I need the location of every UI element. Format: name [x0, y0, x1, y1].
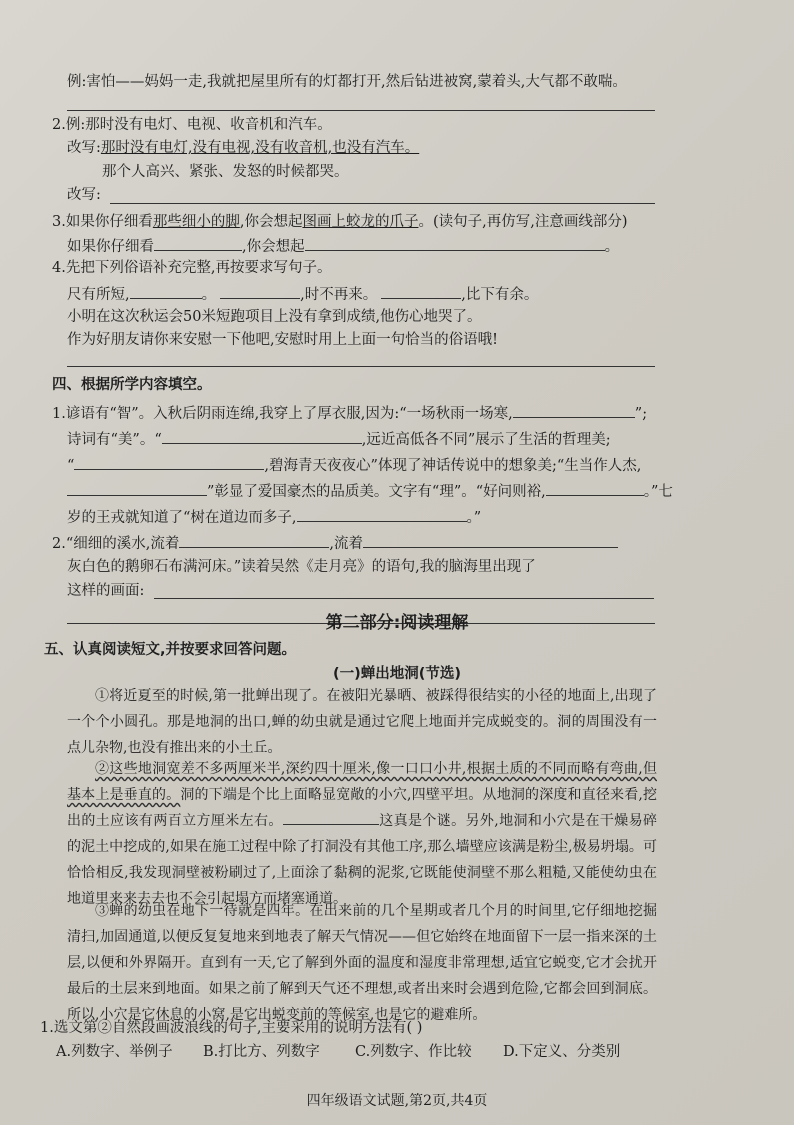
q3-fill-row: [67, 235, 619, 257]
q4-prompt: 4.先把下列俗语补充完整,再按要求写句子。: [52, 260, 332, 276]
q4-answer-line[interactable]: [67, 366, 655, 367]
s4-q1-l3b: ,碧海青天夜夜心”体现了神话传说中的想象美;“生当作人杰,: [264, 458, 642, 474]
s4-q1-line3: [67, 454, 641, 476]
s4-q2-line2: 灰白色的鹅卵石布满河床。”读着吴然《走月亮》的语句,我的脑海里出现了: [67, 559, 536, 575]
q3-fill-a: 如果你仔细看: [67, 239, 154, 255]
q1-example: 例:害怕——妈妈一走,我就把屋里所有的灯都打开,然后钻进被窝,蒙着头,大气都不敢喘。: [67, 74, 627, 90]
s4-blank-7[interactable]: [179, 532, 329, 548]
q4-task: 作为好朋友请你来安慰一下他吧,安慰时用上上面一句恰当的俗语哦!: [67, 332, 498, 348]
s4-q1-line2: [67, 428, 611, 450]
s5-q1: 1.选文第②自然段画波浪线的句子,主要采用的说明方法有( ): [40, 1020, 423, 1036]
q2-rewrite-label: 改写:: [67, 140, 101, 156]
s4-blank-5[interactable]: [546, 480, 644, 496]
q3-fill-c: 。: [604, 239, 620, 255]
q2-rewrite-text: 那时没有电灯,没有电视,没有收音机,也没有汽车。: [100, 140, 420, 156]
q4-situation: 小明在这次秋运会50米短跑项目上没有拿到成绩,他伤心地哭了。: [67, 309, 482, 325]
q3-blank-1[interactable]: [154, 235, 242, 251]
s4-q2-line3: 这样的画面:: [67, 583, 145, 599]
passage-title: (一)蝉出地洞(节选): [332, 666, 461, 682]
q3-prompt: [52, 212, 627, 232]
q4-line1-a: 尺有所短,: [67, 287, 130, 303]
option-a[interactable]: A.列数字、举例子: [56, 1044, 173, 1060]
q2-answer-line[interactable]: [110, 203, 655, 204]
s4-blank-4[interactable]: [67, 480, 207, 496]
q4-proverbs-row: [67, 283, 538, 305]
p2-rest-b: 这真是个谜。另外,地洞和小穴是在干燥易碎的泥土中挖成的,如果在施工过程中除了打洞没有其他工序,那么墙壁应该满是粉尘,极易坍塌。可恰恰相反,我发现洞壁被粉刷过了,上面涂了黏稠的泥浆,它既能使洞壁不那么粗糙,又能使幼虫在地道里来来去去也不会引起塌方而堵塞通道。: [67, 813, 658, 907]
s4-blank-3[interactable]: [74, 454, 264, 470]
option-c[interactable]: C.列数字、作比较: [355, 1044, 472, 1060]
s4-q1-l4b: ”彰显了爱国豪杰的品质美。文字有“理”。“好问则裕,: [207, 484, 546, 500]
s4-blank-8[interactable]: [363, 532, 618, 548]
q4-line1-c: ,时不再来。: [300, 287, 378, 303]
s4-q2-answer-line-1[interactable]: [154, 598, 654, 599]
s4-blank-2[interactable]: [162, 428, 362, 444]
wavy-sentence: ②这些地洞宽差不多两厘米半,深约四十厘米,像一口口小井,根据土质的不同而略有弯曲,但基本上是垂直的。: [67, 761, 657, 803]
q3-prompt-e: 。(读句子,再仿写,注意画线部分): [418, 214, 628, 230]
q4-line1-d: ,比下有余。: [461, 287, 539, 303]
s4-q1-line4: [67, 480, 673, 502]
q2-sentence: 那个人高兴、紧张、发怒的时候都哭。: [102, 164, 349, 180]
s4-q1-l2a: 诗词有“美”。“: [67, 432, 162, 448]
s4-q1-l5b: 。”: [466, 510, 482, 526]
q3-blank-2[interactable]: [305, 235, 605, 251]
q1-answer-line[interactable]: [67, 110, 655, 111]
s4-blank-1[interactable]: [513, 402, 635, 418]
q2-rewrite-row: [67, 185, 101, 205]
s4-q1-line1: [52, 402, 647, 424]
s4-q1-l4c: 。”七: [643, 484, 673, 500]
passage-paragraph-3: ③蝉的幼虫在地下一待就是四年。在出来前的几个星期或者几个月的时间里,它仔细地挖掘清扫,加固通道,以便反复复地来到地表了解天气情况——但它始终在地面留下一层一指来深的土层,以便和外界隔开。直到有一天,它了解到外面的温度和湿度非常理想,适宜它蜕变,它才会扰开最后的土层来到地面。如果之前了解到天气还不理想,或者出来时会遇到危险,它都会回到洞底。所以,小穴是它休息的小窝,是它出蜕变前的等候室,也是它的避难所。: [67, 903, 657, 1023]
q2-example: 2.例:那时没有电灯、电视、收音机和汽车。: [52, 117, 332, 133]
passage-paragraph-1: ①将近夏至的时候,第一批蝉出现了。在被阳光暴晒、被踩得很结实的小径的地面上,出现了一个个小圆孔。那是地洞的出口,蝉的幼虫就是通过它爬上地面并完成蜕变的。洞的周围没有一点儿杂物,也没有推出来的小土丘。: [67, 688, 657, 756]
section4-title: 四、根据所学内容填空。: [52, 377, 212, 393]
option-b[interactable]: B.打比方、列数字: [203, 1044, 320, 1060]
passage-paragraph-2: [67, 756, 658, 907]
q3-prompt-c: ,你会想起: [239, 214, 303, 230]
q3-prompt-d: 图画上蛟龙的爪子: [302, 214, 419, 230]
q4-blank-1[interactable]: [130, 283, 202, 299]
option-d[interactable]: D.下定义、分类别: [503, 1044, 621, 1060]
s4-q2-l1b: ,流着: [329, 536, 363, 552]
passage-blank[interactable]: [283, 809, 379, 825]
page-footer: 四年级语文试题,第2页,共4页: [306, 1093, 488, 1109]
section5-title: 五、认真阅读短文,并按要求回答问题。: [44, 642, 297, 658]
q2-rewrite-example: [67, 138, 419, 158]
part2-title: 第二部分:阅读理解: [325, 613, 469, 633]
s4-q1-l1a: 1.谚语有“智”。入秋后阴雨连绵,我穿上了厚衣服,因为:“一场秋雨一场寒,: [52, 406, 513, 422]
s4-q1-l3a: “: [67, 458, 75, 474]
q3-prompt-a: 3.如果你仔细看: [52, 214, 153, 230]
q3-prompt-b: 那些细小的脚: [152, 214, 240, 230]
q4-blank-3[interactable]: [381, 283, 461, 299]
s4-blank-6[interactable]: [297, 506, 467, 522]
s4-q1-l1b: ”;: [634, 406, 648, 422]
s4-q2-line1: [52, 532, 618, 554]
s4-q2-l1a: 2.“细细的溪水,流着: [52, 536, 180, 552]
p2-rest-a: 洞的下端是个比上面略显宽敞的小穴,四壁平坦。从地洞的深度和直径来看,挖出的土应该有两百立方厘米左右。: [67, 787, 658, 829]
q4-blank-2[interactable]: [220, 283, 300, 299]
s4-q1-l5a: 岁的王戎就知道了“树在道边而多子,: [67, 510, 297, 526]
q4-line1-b: 。: [201, 287, 217, 303]
q2-rewrite-label2: 改写:: [67, 187, 101, 203]
s4-q1-l2b: ,远近高低各不同”展示了生活的哲理美;: [361, 432, 611, 448]
s4-q1-line5: [67, 506, 481, 528]
q3-fill-b: ,你会想起: [242, 239, 305, 255]
